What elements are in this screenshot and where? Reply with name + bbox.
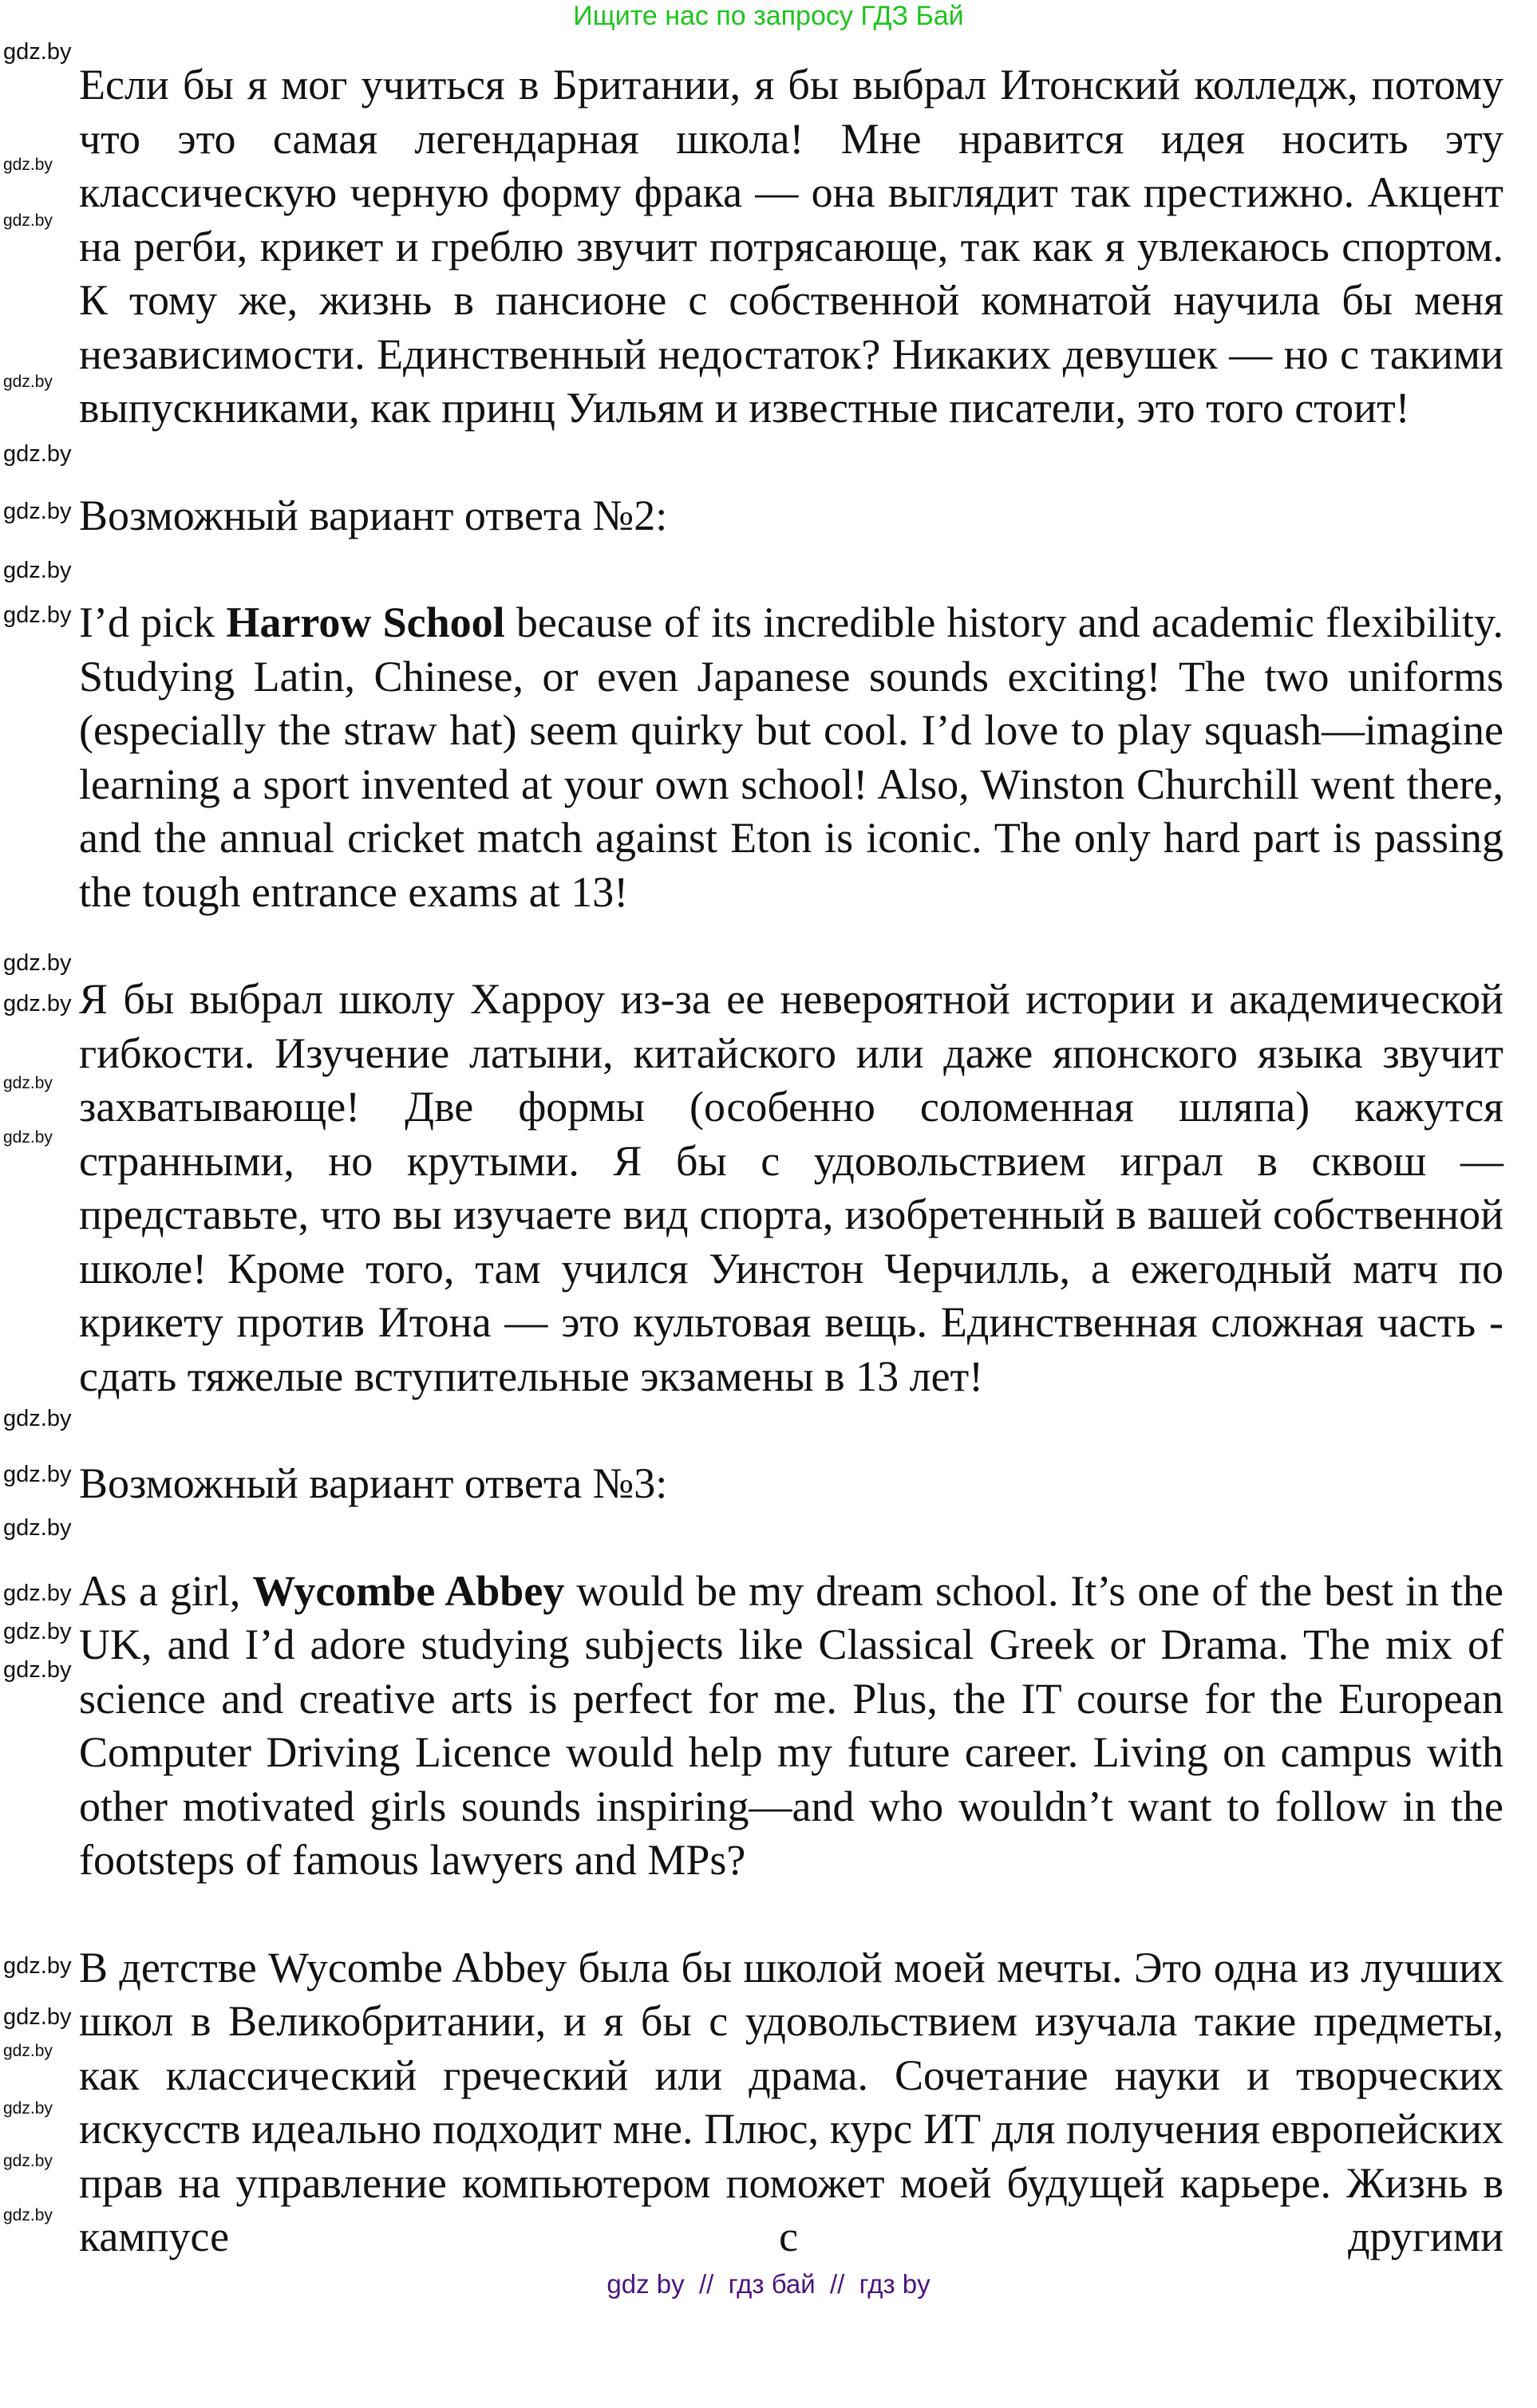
watermark: gdz.by: [3, 1462, 72, 1487]
paragraph-wycombe-en: [79, 1565, 1503, 1888]
paragraph-harrow-en: [79, 596, 1503, 919]
answer-heading-3: Возможный вариант ответа №3:: [79, 1459, 668, 1507]
watermark: gdz.by: [3, 1128, 53, 1147]
watermark: gdz.by: [3, 1515, 72, 1541]
watermark: gdz.by: [3, 2099, 53, 2118]
watermark: gdz.by: [3, 1953, 72, 1979]
watermark: gdz.by: [3, 2206, 53, 2224]
watermark: gdz.by: [3, 991, 72, 1016]
watermark: gdz.by: [3, 156, 53, 174]
text: because of its incredible history and academic flexibility. Studying Latin, Chinese, or even Japanese sounds exciting! The two uniforms (especially the straw hat) seem quirky but cool. I’d love to play squash—imagine learning a sport invented at your own school! Also, Winston Churchill went there, and the annual cricket match against Eton is iconic. The only hard part is passing the tough entrance exams at 13!: [79, 598, 1504, 916]
answer-heading-2: Возможный вариант ответа №2:: [79, 491, 668, 539]
watermark: gdz.by: [3, 441, 72, 467]
text: As a girl,: [79, 1566, 253, 1615]
text: I’d pick: [79, 598, 227, 646]
watermark: gdz.by: [3, 1074, 53, 1092]
document-body: [79, 0, 1503, 2298]
watermark: gdz.by: [3, 2152, 53, 2170]
watermark: gdz.by: [3, 211, 53, 230]
watermark: gdz.by: [3, 1406, 72, 1431]
watermark: gdz.by: [3, 1581, 72, 1606]
paragraph-wycombe-ru: В детстве Wycombe Abbey была бы школой моей мечты. Это одна из лучших школ в Великобритании, и я бы с удовольствием изучала такие предметы, как классический греческий или драма. Сочетание науки и творческих искусств идеально подходит мне. Плюс, курс ИТ для получения европейских прав на управление компьютером поможет моей будущей карьере. Жизнь в кампусе с другими: [79, 1943, 1503, 2260]
paragraph-eton-ru: Если бы я мог учиться в Британии, я бы выбрал Итонский колледж, потому что это самая легендарная школа! Мне нравится идея носить эту классическую черную форму фрака — она выглядит так престижно. Акцент на регби, крикет и греблю звучит потрясающе, так как я увлекаюсь спортом. К тому же, жизнь в пансионе с собственной комнатой научила бы меня независимости. Единственный недостаток? Никаких девушек — но с такими выпускниками, как принц Уильям и известные писатели, это того стоит!: [79, 61, 1503, 432]
watermark: gdz.by: [3, 499, 72, 524]
school-name: Harrow School: [226, 598, 505, 646]
watermark: gdz.by: [3, 2042, 53, 2060]
watermark: gdz.by: [3, 1619, 72, 1644]
watermark: gdz.by: [3, 558, 72, 583]
search-banner: Ищите нас по запросу ГДЗ Бай: [573, 1, 964, 31]
watermark: gdz.by: [3, 39, 72, 65]
school-name: Wycombe Abbey: [252, 1566, 565, 1615]
text: would be my dream school. It’s one of the best in the UK, and I’d adore studying subjects like Classical Greek or Drama. The mix of science and creative arts is perfect for me. Plus, the IT course for the European Computer Driving Licence would help my future career. Living on campus with other motivated girls sounds inspiring—and who wouldn’t want to follow in the footsteps of famous lawyers and MPs?: [79, 1566, 1504, 1884]
watermark: gdz.by: [3, 602, 72, 628]
footer-links: gdz by // гдз бай // гдз by: [607, 2268, 930, 2299]
watermark: gdz.by: [3, 950, 72, 976]
watermark: gdz.by: [3, 373, 53, 391]
watermark: gdz.by: [3, 2004, 72, 2030]
paragraph-harrow-ru: Я бы выбрал школу Харроу из-за ее невероятной истории и академической гибкости. Изучение латыни, китайского или даже японского языка звучит захватывающе! Две формы (особенно соломенная шляпа) кажутся странными, но крутыми. Я бы с удовольствием играл в сквош — представьте, что вы изучаете вид спорта, изобретенный в вашей собственной школе! Кроме того, там учился Уинстон Черчилль, а ежегодный матч по крикету против Итона — это культовая вещь. Единственная сложная часть - сдать тяжелые вступительные экзамены в 13 лет!: [79, 975, 1503, 1400]
watermark: gdz.by: [3, 1657, 72, 1683]
